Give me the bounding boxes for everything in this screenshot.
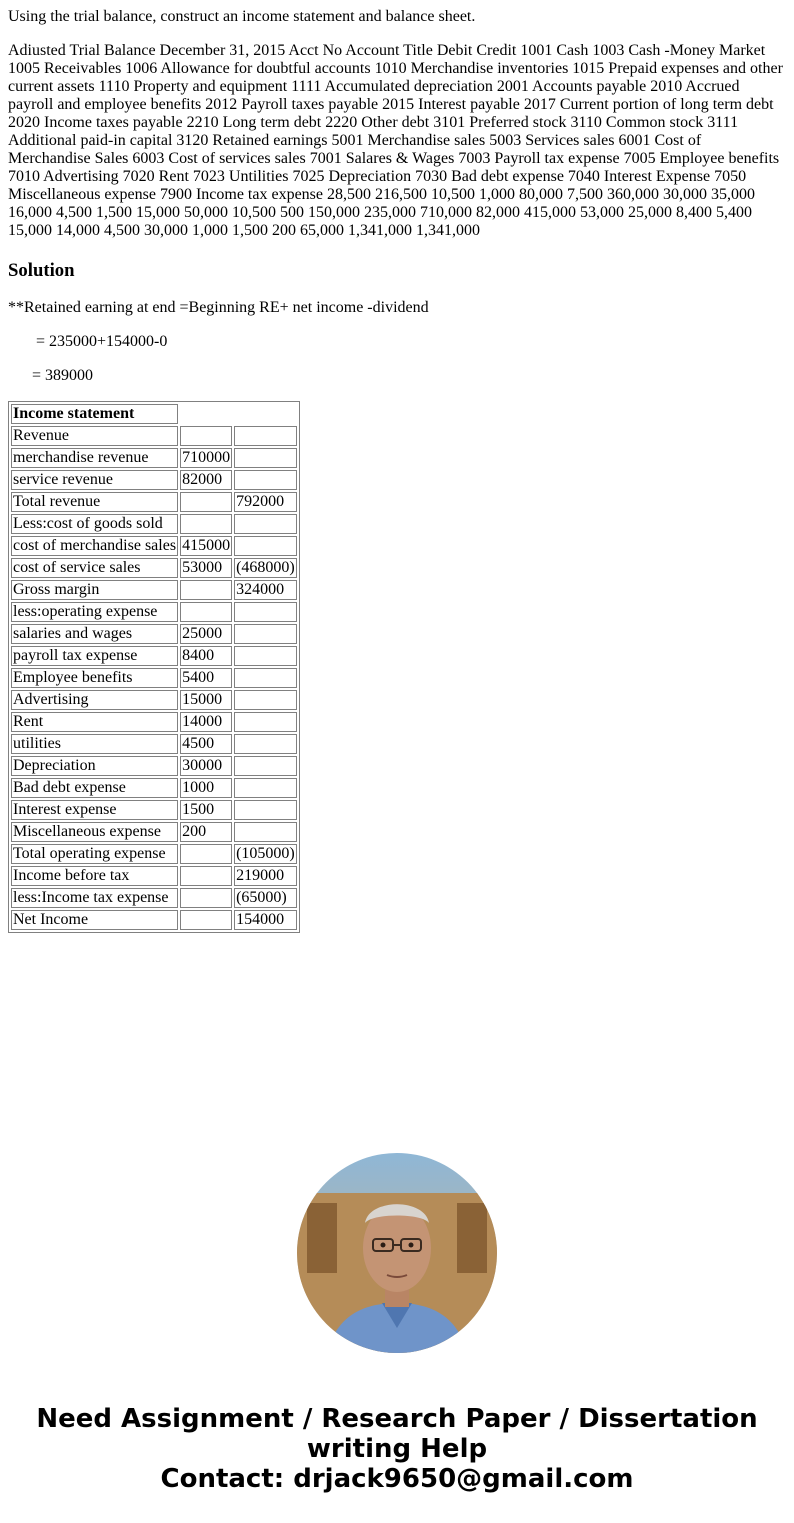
row-label: utilities (11, 734, 178, 754)
row-amount: 53000 (180, 558, 232, 578)
row-label: Depreciation (11, 756, 178, 776)
row-total: 219000 (234, 866, 297, 886)
row-label: Rent (11, 712, 178, 732)
row-amount: 30000 (180, 756, 232, 776)
table-row (11, 492, 297, 512)
row-label: Advertising (11, 690, 178, 710)
row-total (234, 646, 297, 666)
row-total (234, 426, 297, 446)
row-amount (180, 492, 232, 512)
table-row (11, 822, 297, 842)
row-label: Bad debt expense (11, 778, 178, 798)
row-label: less:operating expense (11, 602, 178, 622)
row-total (234, 514, 297, 534)
row-total (234, 602, 297, 622)
row-label: Net Income (11, 910, 178, 930)
table-row (11, 756, 297, 776)
row-total (234, 734, 297, 754)
table-row (11, 624, 297, 644)
row-label: Miscellaneous expense (11, 822, 178, 842)
row-label: Total revenue (11, 492, 178, 512)
header-blank-cell (234, 404, 297, 424)
row-amount: 710000 (182, 449, 231, 466)
row-label: Gross margin (11, 580, 178, 600)
row-amount (180, 866, 232, 886)
row-amount: 25000 (180, 624, 232, 644)
row-amount (180, 888, 232, 908)
row-total: (468000) (234, 558, 297, 578)
retained-earnings-calculation: = 235000+154000-0 (36, 333, 168, 350)
table-row (11, 558, 297, 578)
row-total (234, 536, 297, 556)
table-row (11, 712, 297, 732)
row-label: merchandise revenue (11, 448, 178, 468)
row-amount: 415000 (182, 537, 231, 554)
header-blank-cell (180, 404, 232, 424)
row-total (234, 778, 297, 798)
row-amount (180, 910, 232, 930)
row-label: payroll tax expense (11, 646, 178, 666)
table-row (11, 448, 297, 468)
table-row (11, 580, 297, 600)
table-row (11, 690, 297, 710)
row-total (234, 668, 297, 688)
row-label: Interest expense (11, 800, 178, 820)
row-label: service revenue (11, 470, 178, 490)
row-amount: 82000 (180, 470, 232, 490)
row-amount: 4500 (180, 734, 232, 754)
table-row (11, 910, 297, 930)
table-row (11, 514, 297, 534)
avatar-photo (297, 1153, 497, 1353)
table-row (11, 426, 297, 446)
retained-earnings-formula: **Retained earning at end =Beginning RE+ net income -dividend (8, 299, 429, 316)
row-label: Total operating expense (11, 844, 178, 864)
row-total: 154000 (234, 910, 297, 930)
income-statement-table (8, 401, 300, 933)
income-statement-header-row (11, 404, 297, 424)
row-amount: 8400 (180, 646, 232, 666)
row-total: (105000) (234, 844, 297, 864)
row-amount (180, 580, 232, 600)
row-label: cost of service sales (11, 558, 178, 578)
row-amount (180, 602, 232, 622)
row-total: 324000 (234, 580, 297, 600)
row-label: salaries and wages (11, 624, 178, 644)
table-row (11, 646, 297, 666)
trial-balance-text: Adiusted Trial Balance December 31, 2015 Acct No Account Title Debit Credit 1001 Cash 1003 Cash -Money Market 1005 Receivables 1006 Allowance for doubtful accounts 1010 Merchandise inventories 1015 Prepaid expenses and other current assets 1110 Property and equipment 1111 Accumulated depreciation 2001 Accounts payable 2010 Accrued payroll and employee benefits 2012 Payroll taxes payable 2015 Interest payable 2017 Current portion of long term debt 2020 Income taxes payable 2210 Long term debt 2220 Other debt 3101 Preferred stock 3110 Common stock 3111 Additional paid-in capital 3120 Retained earnings 5001 Merchandise sales 5003 Services sales 6001 Cost of Merchandise Sales 6003 Cost of services sales 7001 Salares & Wages 7003 Payroll tax expense 7005 Employee benefits 7010 Advertising 7020 Rent 7023 Untilities 7025 Depreciation 7030 Bad debt expense 7040 Interest Expense 7050 Miscellaneous expense 7900 Income tax expense 28,500 216,500 10,500 1,000 80,000 7,500 360,000 30,000 35,000 16,000 4,500 1,500 15,000 50,000 10,500 500 150,000 235,000 710,000 82,000 415,000 53,000 25,000 8,400 5,400 15,000 14,000 4,500 30,000 1,000 1,500 200 65,000 1,341,000 1,341,000 (8, 42, 783, 239)
table-row (11, 800, 297, 820)
row-amount: 1500 (180, 800, 232, 820)
income-statement-title: Income statement (11, 404, 178, 424)
row-total (234, 470, 297, 490)
author-avatar (297, 1153, 497, 1353)
table-row (11, 866, 297, 886)
row-total (234, 756, 297, 776)
row-total (234, 800, 297, 820)
table-row (11, 470, 297, 490)
promo-contact: Contact: drjack9650@gmail.com (160, 1464, 634, 1494)
promo-line-2: writing Help (306, 1434, 488, 1464)
income-statement-body (11, 404, 297, 930)
row-total (234, 448, 297, 468)
row-label: less:Income tax expense (11, 888, 178, 908)
table-row (11, 778, 297, 798)
row-total (234, 624, 297, 644)
row-amount: 14000 (180, 712, 232, 732)
table-row (11, 844, 297, 864)
row-amount (180, 514, 232, 534)
retained-earnings-result: = 389000 (32, 367, 94, 384)
row-label: Less:cost of goods sold (11, 514, 178, 534)
row-amount (180, 844, 232, 864)
table-row (11, 536, 297, 556)
row-total (234, 690, 297, 710)
table-row (11, 668, 297, 688)
table-row (11, 602, 297, 622)
solution-heading: Solution (8, 260, 75, 281)
row-amount: 15000 (180, 690, 232, 710)
promo-line-1: Need Assignment / Research Paper / Dissertation (36, 1404, 758, 1434)
row-total (234, 712, 297, 732)
row-amount: 5400 (180, 668, 232, 688)
row-amount: 200 (180, 822, 232, 842)
row-label: cost of merchandise sales (13, 537, 177, 554)
promo-banner (0, 1404, 794, 1494)
table-row (11, 888, 297, 908)
table-row (11, 734, 297, 754)
row-total: 792000 (234, 492, 297, 512)
row-total: (65000) (234, 888, 297, 908)
row-total (234, 822, 297, 842)
row-label: Revenue (11, 426, 178, 446)
row-label: Income before tax (11, 866, 178, 886)
question-prompt: Using the trial balance, construct an income statement and balance sheet. (8, 8, 476, 25)
row-label: Employee benefits (11, 668, 178, 688)
row-amount (180, 426, 232, 446)
row-amount: 1000 (180, 778, 232, 798)
